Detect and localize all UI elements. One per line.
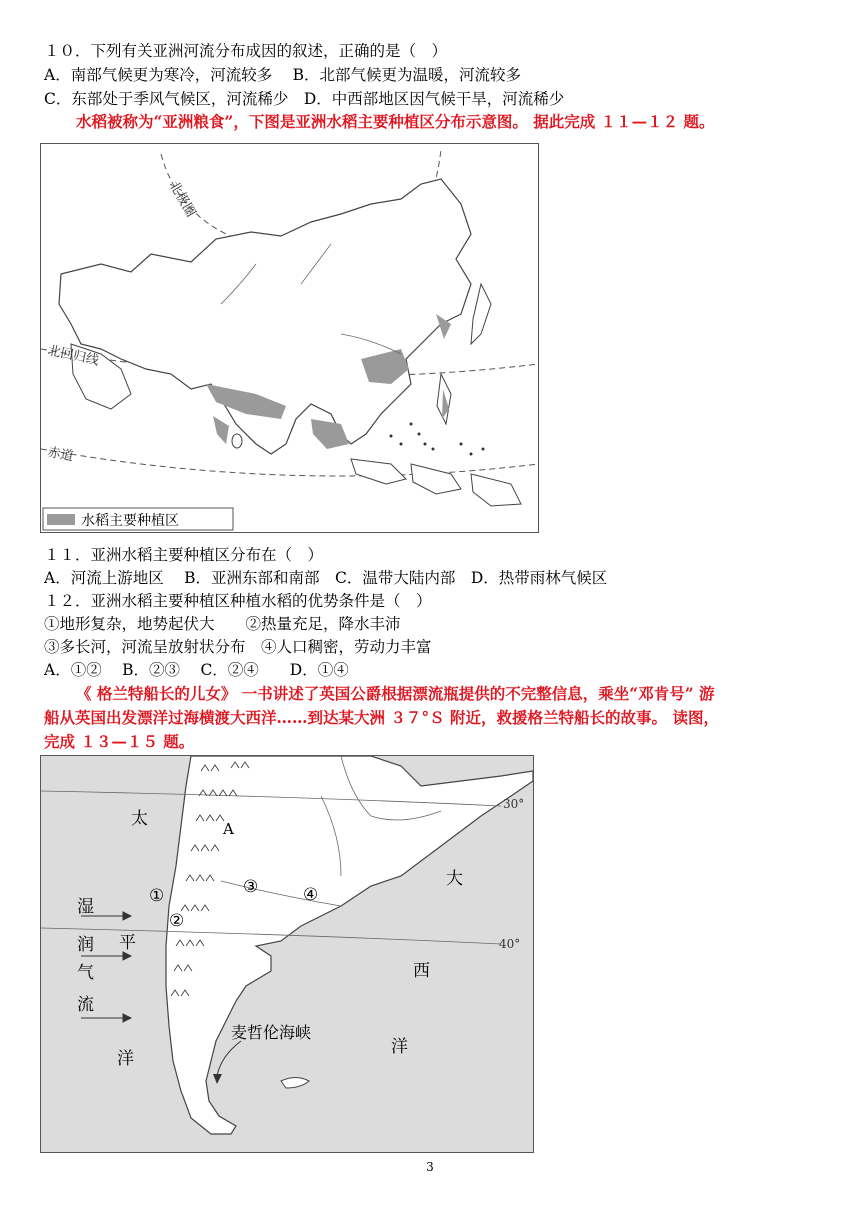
- q12-stem: １２．亚洲水稻主要种植区种植水稻的优势条件是（ ）: [44, 592, 432, 610]
- q12-items-1: ①地形复杂，地势起伏大 ②热量充足，降水丰沛: [44, 615, 401, 633]
- mark-2-label: ②: [169, 911, 185, 931]
- q10-stem: １０．下列有关亚洲河流分布成因的叙述，正确的是（ ）: [44, 42, 448, 60]
- atlantic-label-2: 西: [413, 961, 430, 981]
- pacific-label-1: 太: [131, 809, 148, 829]
- pacific-label-2: 平: [119, 933, 136, 953]
- q12-options: A．①② B．②③ C．②④ D．①④: [44, 661, 349, 679]
- q10-options-ab: A．南部气候更为寒冷，河流较多 B．北部气候更为温暖，河流较多: [44, 66, 522, 84]
- south-america-map: [40, 755, 534, 1153]
- wind-label-2: 润: [77, 935, 94, 955]
- mark-3-label: ③: [243, 877, 259, 897]
- pacific-label-3: 洋: [117, 1049, 134, 1069]
- grant-intro-line2: 船从英国出发漂洋过海横渡大西洋……到达某大洲 ３７°Ｓ 附近，救援格兰特船长的故事。 读图，: [44, 708, 719, 727]
- equator-label: 赤道: [46, 445, 75, 465]
- lat30-label: 30°: [503, 797, 525, 811]
- q12-items-2: ③多长河，河流呈放射状分布 ④人口稠密，劳动力丰富: [44, 638, 432, 656]
- arctic-circle-label: 北极圈: [165, 178, 199, 220]
- grant-intro-line1: 《 格兰特船长的儿女》 一书讲述了英国公爵根据漂流瓶提供的不完整信息，乘坐“邓肯号” 游: [76, 684, 715, 703]
- lat40-label: 40°: [499, 937, 521, 951]
- q11-options: A．河流上游地区 B．亚洲东部和南部 C．温带大陆内部 D．热带雨林气候区: [44, 569, 608, 587]
- q10-options-cd: C．东部处于季风气候区，河流稀少 D．中西部地区因气候干旱，河流稀少: [44, 90, 565, 108]
- rice-intro: 水稻被称为“亚洲粮食”，下图是亚洲水稻主要种植区分布示意图。 据此完成 １１—１２ 题。: [76, 112, 715, 131]
- atlantic-label-1: 大: [446, 869, 463, 889]
- strait-label: 麦哲伦海峡: [231, 1023, 312, 1042]
- atlantic-label-3: 洋: [391, 1037, 408, 1057]
- grant-intro-line3: 完成 １３—１５ 题。: [44, 732, 195, 751]
- page-number: 3: [426, 1160, 434, 1174]
- tropic-cancer-label: 北回归线: [46, 343, 101, 369]
- point-a-label: A: [223, 820, 234, 838]
- wind-label-1: 湿: [77, 897, 94, 917]
- legend-swatch: [47, 514, 75, 525]
- wind-label-4: 流: [77, 995, 94, 1015]
- mark-1-label: ①: [149, 886, 165, 906]
- q11-stem: １１．亚洲水稻主要种植区分布在（ ）: [44, 546, 324, 564]
- asia-rice-map: [40, 143, 539, 533]
- mark-4-label: ④: [303, 885, 319, 905]
- legend-label: 水稻主要种植区: [81, 513, 179, 529]
- wind-label-3: 气: [77, 963, 94, 983]
